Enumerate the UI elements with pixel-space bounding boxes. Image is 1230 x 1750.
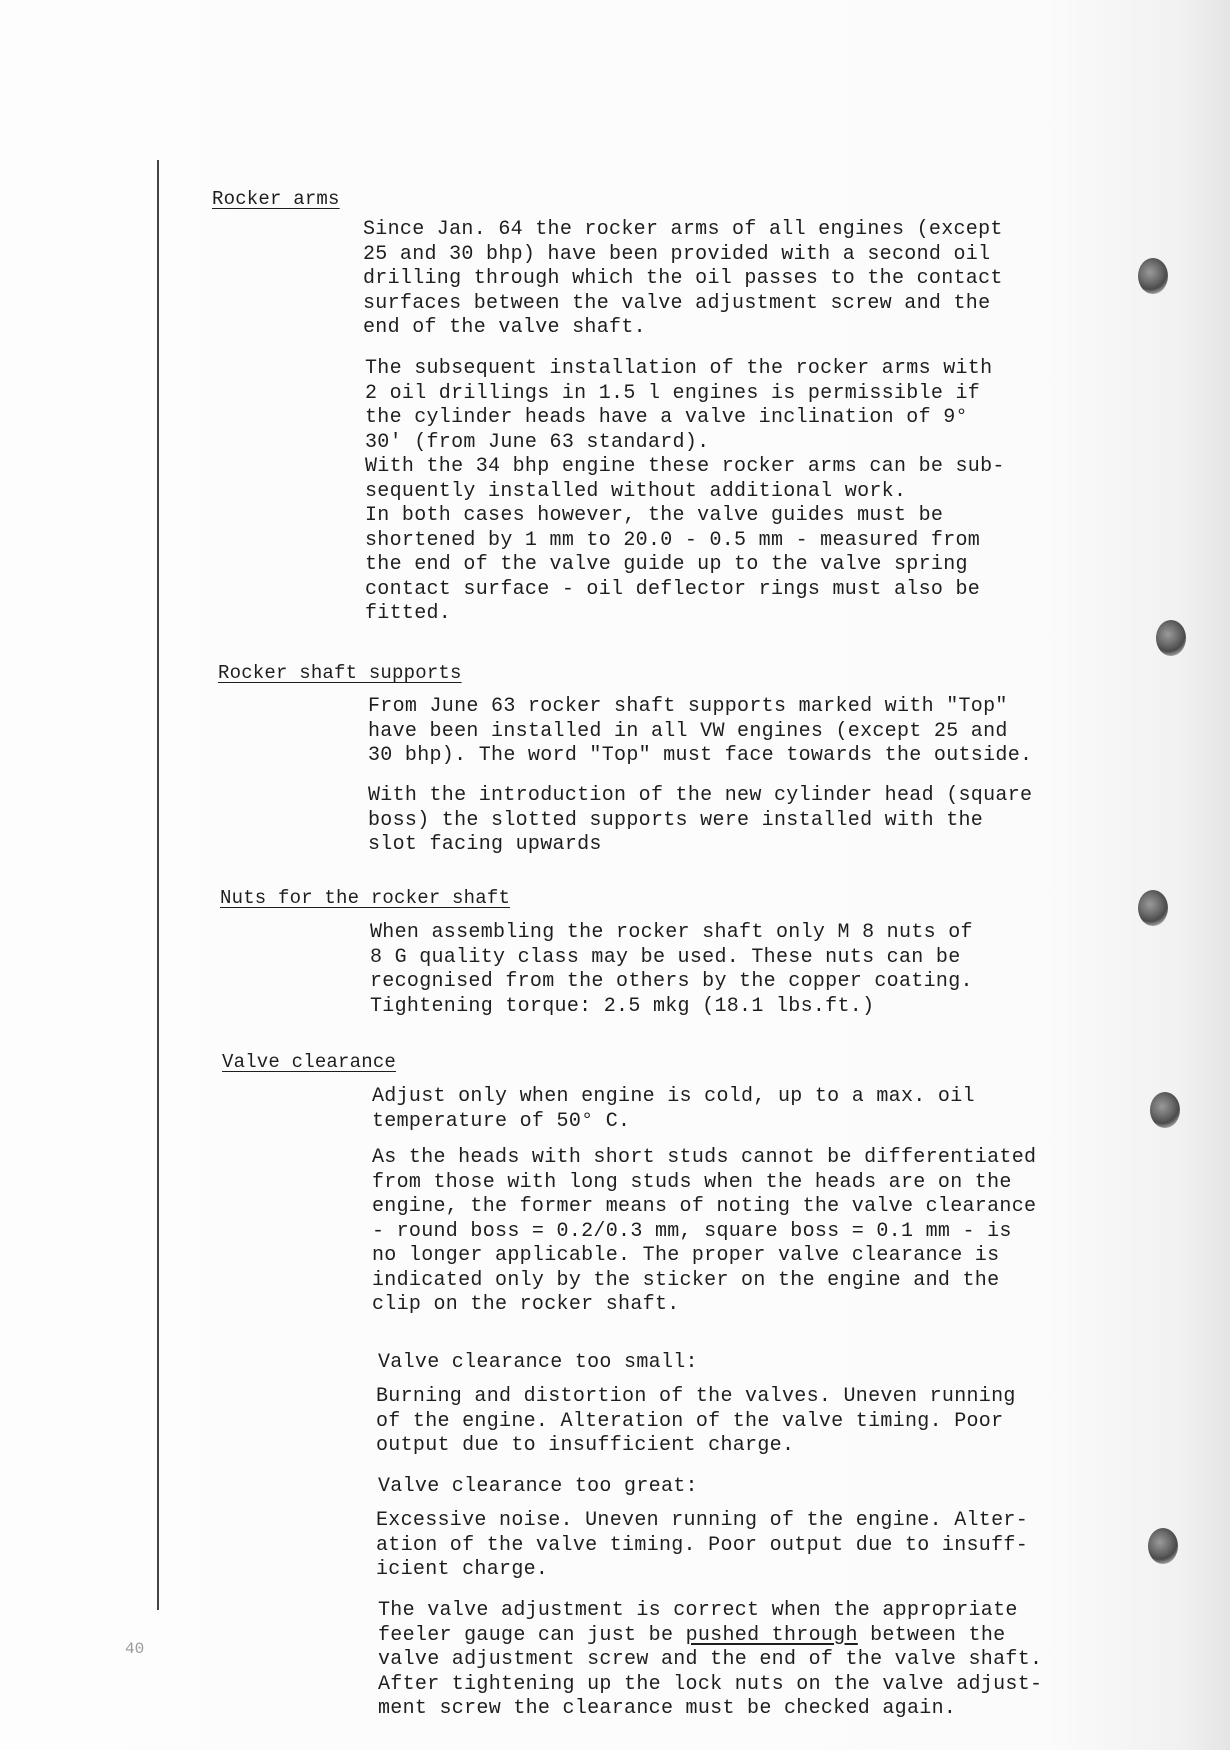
paragraph: Adjust only when engine is cold, up to a max. oil temperature of 50° C. [372,1085,975,1133]
underlined-phrase: pushed through [685,1623,858,1647]
paragraph: With the introduction of the new cylinder head (square boss) the slotted supports were installed with the slot facing upwards [368,784,1033,856]
heading-rocker-shaft-supports: Rocker shaft supports [218,662,462,684]
paragraph: As the heads with short studs cannot be differentiated from those with long studs when the heads are on the engine, the former means of noting the valve clearance - round boss = 0.2/0.3 mm, square boss = 0.1 mm - is no longer applicable. The proper valve clearance is indicated only by the sticker on the engine and the clip on the rocker shaft. [372,1146,1037,1316]
heading-rocker-arms: Rocker arms [212,188,340,210]
subheading: Valve clearance too small: [378,1351,698,1374]
text: The valve adjustment is correct when the appropriate feeler gauge can just be [378,1599,1018,1647]
punch-hole-icon [1138,890,1168,926]
text: between the valve adjustment screw and the end of the valve shaft. After tightening up the lock nuts on the valve adjust- ment screw the clearance must be checked again. [378,1623,1043,1720]
paragraph: From June 63 rocker shaft supports marked with "Top" have been installed in all VW engines (except 25 and 30 bhp). The word "Top" must face towards the outside. [368,695,1033,767]
subheading: Valve clearance too great: [378,1475,698,1498]
heading-valve-clearance: Valve clearance [222,1051,397,1073]
punch-hole-icon [1148,1528,1178,1564]
punch-hole-icon [1156,620,1186,656]
paragraph: Burning and distortion of the valves. Uneven running of the engine. Alteration of the valve timing. Poor output due to insufficient charge. [376,1385,1016,1457]
paragraph: The subsequent installation of the rocker arms with 2 oil drillings in 1.5 l engines is permissible if the cylinder heads have a valve inclination of 9° 30' (from June 63 standard). With the 34 bhp engine these rocker arms can be sub- sequently installed without additional work. In both cases however, the valve guides must be shortened by 1 mm to 20.0 - 0.5 mm - measured from the end of the valve guide up to the valve spring contact surface - oil deflector rings must also be fitted. [365,357,1005,625]
paragraph: Since Jan. 64 the rocker arms of all engines (except 25 and 30 bhp) have been provided with a second oil drilling through which the oil passes to the contact surfaces between the valve adjustment screw and the end of the valve shaft. [363,218,1003,339]
page-number: 40 [125,1640,145,1658]
paragraph: When assembling the rocker shaft only M 8 nuts of 8 G quality class may be used. These nuts can be recognised from the others by the copper coating. Tightening torque: 2.5 mkg (18.1 lbs.ft.) [370,921,973,1018]
punch-hole-icon [1138,258,1168,294]
heading-nuts-for-rocker-shaft: Nuts for the rocker shaft [220,887,511,909]
final-paragraph [378,1599,1138,1722]
paragraph: Excessive noise. Uneven running of the engine. Alter- ation of the valve timing. Poor output due to insuff- icient charge. [376,1509,1029,1581]
punch-hole-icon [1150,1092,1180,1128]
margin-rule [157,160,159,1610]
